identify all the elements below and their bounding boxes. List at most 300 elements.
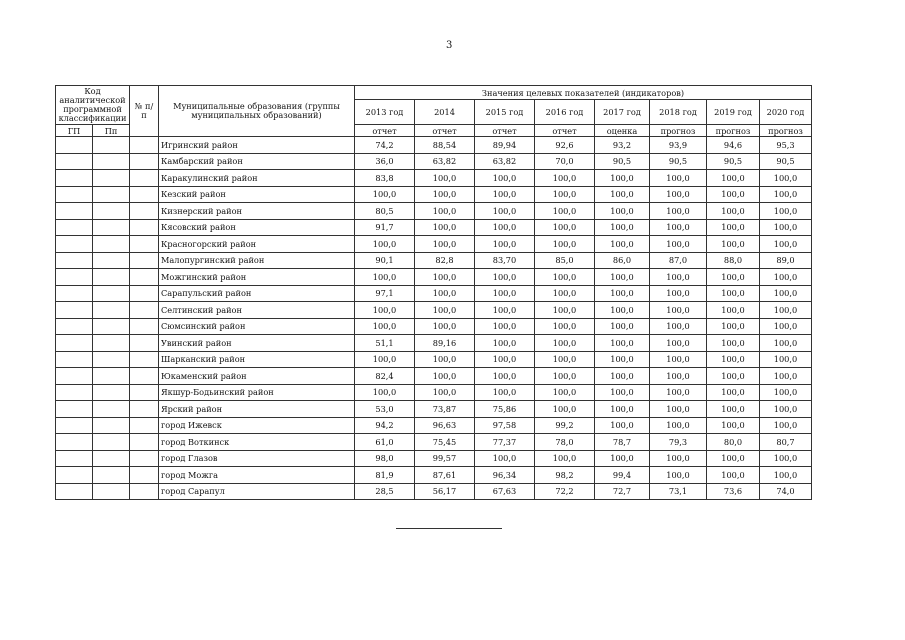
municipality-name: Камбарский район bbox=[159, 153, 355, 170]
indicator-value: 100,0 bbox=[650, 450, 707, 467]
indicator-value: 56,17 bbox=[415, 483, 475, 500]
indicator-value: 100,0 bbox=[595, 285, 650, 302]
indicator-value: 100,0 bbox=[595, 170, 650, 187]
indicator-value: 100,0 bbox=[595, 302, 650, 319]
gp-cell bbox=[56, 417, 93, 434]
indicator-value: 100,0 bbox=[760, 467, 812, 484]
code-header: Код аналитической программной классификации bbox=[56, 86, 130, 125]
indicator-value: 100,0 bbox=[595, 269, 650, 286]
gp-cell bbox=[56, 203, 93, 220]
indicator-value: 100,0 bbox=[650, 417, 707, 434]
gp-cell bbox=[56, 170, 93, 187]
num-cell bbox=[130, 483, 159, 500]
indicator-value: 100,0 bbox=[475, 285, 535, 302]
gp-cell bbox=[56, 384, 93, 401]
footer-divider bbox=[396, 528, 502, 529]
table-row bbox=[56, 203, 812, 220]
indicator-value: 100,0 bbox=[707, 368, 760, 385]
indicator-value: 100,0 bbox=[355, 384, 415, 401]
indicator-value: 100,0 bbox=[650, 285, 707, 302]
table-row bbox=[56, 137, 812, 154]
table-row bbox=[56, 302, 812, 319]
table-row bbox=[56, 219, 812, 236]
gp-cell bbox=[56, 483, 93, 500]
indicator-value: 78,7 bbox=[595, 434, 650, 451]
table-body bbox=[56, 137, 812, 500]
indicator-value: 100,0 bbox=[595, 401, 650, 418]
municipality-name: Кясовский район bbox=[159, 219, 355, 236]
table-row bbox=[56, 269, 812, 286]
mo-header: Муниципальные образования (группы муниципальных образований) bbox=[159, 86, 355, 137]
year-header: 2015 год bbox=[475, 100, 535, 125]
gp-cell bbox=[56, 318, 93, 335]
table-row bbox=[56, 450, 812, 467]
indicator-value: 100,0 bbox=[760, 384, 812, 401]
table-row bbox=[56, 417, 812, 434]
indicator-value: 100,0 bbox=[650, 384, 707, 401]
num-cell bbox=[130, 450, 159, 467]
indicator-value: 100,0 bbox=[475, 236, 535, 253]
indicator-value: 100,0 bbox=[535, 335, 595, 352]
municipality-name: Ярский район bbox=[159, 401, 355, 418]
indicator-value: 100,0 bbox=[475, 368, 535, 385]
indicator-value: 73,6 bbox=[707, 483, 760, 500]
indicator-value: 100,0 bbox=[650, 302, 707, 319]
indicator-value: 100,0 bbox=[475, 318, 535, 335]
indicator-value: 100,0 bbox=[760, 450, 812, 467]
pp-cell bbox=[93, 219, 130, 236]
indicator-value: 93,9 bbox=[650, 137, 707, 154]
table-row bbox=[56, 483, 812, 500]
num-cell bbox=[130, 434, 159, 451]
num-cell bbox=[130, 285, 159, 302]
indicator-value: 100,0 bbox=[707, 318, 760, 335]
indicator-value: 100,0 bbox=[595, 335, 650, 352]
municipality-name: Игринский район bbox=[159, 137, 355, 154]
indicator-value: 100,0 bbox=[535, 368, 595, 385]
municipality-name: Увинский район bbox=[159, 335, 355, 352]
table-row bbox=[56, 285, 812, 302]
header-row-1 bbox=[56, 86, 812, 100]
indicator-value: 99,2 bbox=[535, 417, 595, 434]
indicator-value: 100,0 bbox=[760, 302, 812, 319]
indicator-value: 100,0 bbox=[355, 236, 415, 253]
indicator-value: 100,0 bbox=[595, 351, 650, 368]
gp-cell bbox=[56, 236, 93, 253]
indicator-value: 88,54 bbox=[415, 137, 475, 154]
indicator-value: 100,0 bbox=[650, 269, 707, 286]
indicator-value: 100,0 bbox=[707, 467, 760, 484]
indicator-value: 100,0 bbox=[650, 467, 707, 484]
indicator-value: 100,0 bbox=[707, 351, 760, 368]
pp-cell bbox=[93, 153, 130, 170]
indicator-value: 82,8 bbox=[415, 252, 475, 269]
indicator-value: 90,5 bbox=[595, 153, 650, 170]
indicator-value: 100,0 bbox=[475, 203, 535, 220]
indicator-value: 100,0 bbox=[595, 368, 650, 385]
indicator-value: 53,0 bbox=[355, 401, 415, 418]
indicator-value: 100,0 bbox=[760, 186, 812, 203]
indicator-value: 100,0 bbox=[535, 351, 595, 368]
indicator-value: 100,0 bbox=[475, 351, 535, 368]
table-row bbox=[56, 368, 812, 385]
table-row bbox=[56, 236, 812, 253]
indicator-value: 99,57 bbox=[415, 450, 475, 467]
indicator-value: 89,94 bbox=[475, 137, 535, 154]
indicator-value: 93,2 bbox=[595, 137, 650, 154]
indicator-value: 98,2 bbox=[535, 467, 595, 484]
municipality-name: Красногорский район bbox=[159, 236, 355, 253]
indicator-value: 100,0 bbox=[415, 236, 475, 253]
indicator-value: 100,0 bbox=[650, 351, 707, 368]
pp-cell bbox=[93, 368, 130, 385]
value-type-header: отчет bbox=[355, 125, 415, 137]
indicator-value: 90,5 bbox=[650, 153, 707, 170]
table-row bbox=[56, 467, 812, 484]
year-header: 2018 год bbox=[650, 100, 707, 125]
indicator-value: 100,0 bbox=[650, 236, 707, 253]
gp-cell bbox=[56, 450, 93, 467]
indicator-value: 96,34 bbox=[475, 467, 535, 484]
indicator-value: 100,0 bbox=[535, 186, 595, 203]
pp-cell bbox=[93, 434, 130, 451]
gp-cell bbox=[56, 351, 93, 368]
indicator-value: 100,0 bbox=[650, 368, 707, 385]
table-row bbox=[56, 186, 812, 203]
indicator-value: 96,63 bbox=[415, 417, 475, 434]
pp-header: Пп bbox=[93, 125, 130, 137]
municipality-name: Шарканский район bbox=[159, 351, 355, 368]
indicator-value: 100,0 bbox=[650, 203, 707, 220]
indicator-value: 90,5 bbox=[760, 153, 812, 170]
indicator-value: 81,9 bbox=[355, 467, 415, 484]
pp-cell bbox=[93, 236, 130, 253]
indicator-value: 100,0 bbox=[535, 384, 595, 401]
indicator-value: 100,0 bbox=[707, 335, 760, 352]
num-cell bbox=[130, 318, 159, 335]
municipality-name: Юкаменский район bbox=[159, 368, 355, 385]
indicator-value: 100,0 bbox=[535, 285, 595, 302]
indicator-value: 100,0 bbox=[760, 417, 812, 434]
indicator-value: 100,0 bbox=[760, 269, 812, 286]
num-cell bbox=[130, 219, 159, 236]
indicator-value: 63,82 bbox=[475, 153, 535, 170]
pp-cell bbox=[93, 269, 130, 286]
num-cell bbox=[130, 269, 159, 286]
indicator-value: 95,3 bbox=[760, 137, 812, 154]
pp-cell bbox=[93, 318, 130, 335]
indicator-value: 100,0 bbox=[475, 384, 535, 401]
indicator-value: 100,0 bbox=[415, 285, 475, 302]
year-header: 2013 год bbox=[355, 100, 415, 125]
indicator-value: 100,0 bbox=[707, 384, 760, 401]
indicator-value: 100,0 bbox=[535, 236, 595, 253]
indicator-value: 100,0 bbox=[415, 219, 475, 236]
gp-cell bbox=[56, 467, 93, 484]
num-cell bbox=[130, 368, 159, 385]
indicator-value: 100,0 bbox=[595, 318, 650, 335]
indicator-value: 100,0 bbox=[760, 203, 812, 220]
indicator-value: 100,0 bbox=[707, 450, 760, 467]
indicator-value: 92,6 bbox=[535, 137, 595, 154]
num-cell bbox=[130, 335, 159, 352]
indicator-value: 90,1 bbox=[355, 252, 415, 269]
municipality-name: город Сарапул bbox=[159, 483, 355, 500]
values-header: Значения целевых показателей (индикаторов) bbox=[355, 86, 812, 100]
indicator-value: 72,2 bbox=[535, 483, 595, 500]
num-cell bbox=[130, 252, 159, 269]
indicator-value: 100,0 bbox=[650, 335, 707, 352]
pp-cell bbox=[93, 351, 130, 368]
indicator-value: 100,0 bbox=[535, 269, 595, 286]
indicator-value: 87,61 bbox=[415, 467, 475, 484]
pp-cell bbox=[93, 203, 130, 220]
indicator-value: 100,0 bbox=[415, 368, 475, 385]
pp-cell bbox=[93, 170, 130, 187]
municipality-name: Каракулинский район bbox=[159, 170, 355, 187]
year-header: 2014 bbox=[415, 100, 475, 125]
indicator-value: 100,0 bbox=[415, 203, 475, 220]
indicator-value: 80,7 bbox=[760, 434, 812, 451]
year-header: 2017 год bbox=[595, 100, 650, 125]
indicator-value: 100,0 bbox=[760, 401, 812, 418]
municipality-name: город Можга bbox=[159, 467, 355, 484]
table-row bbox=[56, 252, 812, 269]
municipality-name: Можгинский район bbox=[159, 269, 355, 286]
indicator-value: 89,0 bbox=[760, 252, 812, 269]
gp-cell bbox=[56, 285, 93, 302]
indicator-value: 74,0 bbox=[760, 483, 812, 500]
indicator-value: 100,0 bbox=[475, 219, 535, 236]
num-header: № п/п bbox=[130, 86, 159, 137]
table-row bbox=[56, 170, 812, 187]
indicator-value: 74,2 bbox=[355, 137, 415, 154]
indicator-value: 28,5 bbox=[355, 483, 415, 500]
pp-cell bbox=[93, 384, 130, 401]
table-row bbox=[56, 335, 812, 352]
num-cell bbox=[130, 351, 159, 368]
municipality-name: Кизнерский район bbox=[159, 203, 355, 220]
num-cell bbox=[130, 401, 159, 418]
indicator-value: 100,0 bbox=[535, 450, 595, 467]
value-type-header: отчет bbox=[475, 125, 535, 137]
indicator-value: 100,0 bbox=[475, 186, 535, 203]
indicator-value: 100,0 bbox=[595, 236, 650, 253]
pp-cell bbox=[93, 483, 130, 500]
gp-cell bbox=[56, 368, 93, 385]
pp-cell bbox=[93, 285, 130, 302]
year-header: 2016 год bbox=[535, 100, 595, 125]
indicator-value: 100,0 bbox=[595, 203, 650, 220]
indicator-value: 100,0 bbox=[650, 318, 707, 335]
indicator-value: 100,0 bbox=[707, 236, 760, 253]
indicator-value: 100,0 bbox=[707, 170, 760, 187]
indicators-table bbox=[55, 85, 812, 500]
indicator-value: 51,1 bbox=[355, 335, 415, 352]
indicator-value: 77,37 bbox=[475, 434, 535, 451]
gp-cell bbox=[56, 153, 93, 170]
gp-header: ГП bbox=[56, 125, 93, 137]
gp-cell bbox=[56, 401, 93, 418]
gp-cell bbox=[56, 434, 93, 451]
indicator-value: 94,2 bbox=[355, 417, 415, 434]
indicator-value: 100,0 bbox=[707, 203, 760, 220]
indicator-value: 75,45 bbox=[415, 434, 475, 451]
indicator-value: 100,0 bbox=[760, 351, 812, 368]
indicator-value: 100,0 bbox=[355, 318, 415, 335]
indicator-value: 100,0 bbox=[415, 170, 475, 187]
indicator-value: 100,0 bbox=[650, 219, 707, 236]
municipality-name: Кезский район bbox=[159, 186, 355, 203]
page-number: 3 bbox=[446, 40, 453, 51]
value-type-header: прогноз bbox=[650, 125, 707, 137]
indicator-value: 80,5 bbox=[355, 203, 415, 220]
indicator-value: 72,7 bbox=[595, 483, 650, 500]
indicator-value: 85,0 bbox=[535, 252, 595, 269]
pp-cell bbox=[93, 252, 130, 269]
table-row bbox=[56, 351, 812, 368]
indicator-value: 83,8 bbox=[355, 170, 415, 187]
year-header: 2020 год bbox=[760, 100, 812, 125]
pp-cell bbox=[93, 302, 130, 319]
indicator-value: 97,58 bbox=[475, 417, 535, 434]
num-cell bbox=[130, 153, 159, 170]
indicator-value: 86,0 bbox=[595, 252, 650, 269]
indicator-value: 98,0 bbox=[355, 450, 415, 467]
num-cell bbox=[130, 467, 159, 484]
num-cell bbox=[130, 186, 159, 203]
indicator-value: 100,0 bbox=[535, 219, 595, 236]
indicator-value: 100,0 bbox=[650, 170, 707, 187]
indicator-value: 100,0 bbox=[355, 351, 415, 368]
indicator-value: 100,0 bbox=[707, 302, 760, 319]
indicator-value: 100,0 bbox=[475, 335, 535, 352]
municipality-name: город Глазов bbox=[159, 450, 355, 467]
indicator-value: 100,0 bbox=[415, 302, 475, 319]
pp-cell bbox=[93, 450, 130, 467]
indicator-value: 75,86 bbox=[475, 401, 535, 418]
indicator-value: 88,0 bbox=[707, 252, 760, 269]
indicator-value: 100,0 bbox=[415, 186, 475, 203]
indicator-value: 99,4 bbox=[595, 467, 650, 484]
indicator-value: 79,3 bbox=[650, 434, 707, 451]
indicator-value: 100,0 bbox=[707, 219, 760, 236]
municipality-name: Селтинский район bbox=[159, 302, 355, 319]
value-type-header: прогноз bbox=[760, 125, 812, 137]
indicator-value: 100,0 bbox=[535, 203, 595, 220]
indicator-value: 100,0 bbox=[415, 269, 475, 286]
indicator-value: 100,0 bbox=[355, 302, 415, 319]
indicator-value: 100,0 bbox=[707, 269, 760, 286]
gp-cell bbox=[56, 269, 93, 286]
num-cell bbox=[130, 417, 159, 434]
value-type-header: отчет bbox=[535, 125, 595, 137]
num-cell bbox=[130, 384, 159, 401]
indicator-value: 97,1 bbox=[355, 285, 415, 302]
indicator-value: 100,0 bbox=[535, 401, 595, 418]
num-cell bbox=[130, 170, 159, 187]
indicator-value: 100,0 bbox=[535, 170, 595, 187]
indicator-value: 87,0 bbox=[650, 252, 707, 269]
num-cell bbox=[130, 137, 159, 154]
indicator-value: 100,0 bbox=[595, 219, 650, 236]
gp-cell bbox=[56, 335, 93, 352]
indicator-value: 100,0 bbox=[760, 335, 812, 352]
table-row bbox=[56, 318, 812, 335]
gp-cell bbox=[56, 252, 93, 269]
indicator-value: 80,0 bbox=[707, 434, 760, 451]
indicator-value: 100,0 bbox=[595, 186, 650, 203]
value-type-header: прогноз bbox=[707, 125, 760, 137]
indicator-value: 100,0 bbox=[760, 219, 812, 236]
indicator-value: 73,1 bbox=[650, 483, 707, 500]
indicator-value: 83,70 bbox=[475, 252, 535, 269]
pp-cell bbox=[93, 417, 130, 434]
municipality-name: Сарапульский район bbox=[159, 285, 355, 302]
indicator-value: 100,0 bbox=[355, 269, 415, 286]
municipality-name: город Воткинск bbox=[159, 434, 355, 451]
indicator-value: 100,0 bbox=[595, 450, 650, 467]
gp-cell bbox=[56, 219, 93, 236]
pp-cell bbox=[93, 186, 130, 203]
table-row bbox=[56, 401, 812, 418]
value-type-header: отчет bbox=[415, 125, 475, 137]
municipality-name: Малопургинский район bbox=[159, 252, 355, 269]
indicator-value: 100,0 bbox=[760, 368, 812, 385]
indicator-value: 63,82 bbox=[415, 153, 475, 170]
pp-cell bbox=[93, 467, 130, 484]
table-row bbox=[56, 384, 812, 401]
table-row bbox=[56, 434, 812, 451]
indicator-value: 100,0 bbox=[760, 318, 812, 335]
indicator-value: 100,0 bbox=[595, 384, 650, 401]
indicator-value: 100,0 bbox=[415, 384, 475, 401]
indicator-value: 100,0 bbox=[650, 186, 707, 203]
indicator-value: 100,0 bbox=[707, 285, 760, 302]
indicator-value: 36,0 bbox=[355, 153, 415, 170]
indicator-value: 100,0 bbox=[535, 302, 595, 319]
num-cell bbox=[130, 203, 159, 220]
indicator-value: 100,0 bbox=[707, 401, 760, 418]
indicator-value: 90,5 bbox=[707, 153, 760, 170]
indicator-value: 100,0 bbox=[595, 417, 650, 434]
indicator-value: 91,7 bbox=[355, 219, 415, 236]
gp-cell bbox=[56, 137, 93, 154]
indicator-value: 100,0 bbox=[475, 450, 535, 467]
year-header: 2019 год bbox=[707, 100, 760, 125]
indicator-value: 100,0 bbox=[760, 285, 812, 302]
value-type-header: оценка bbox=[595, 125, 650, 137]
pp-cell bbox=[93, 137, 130, 154]
indicator-value: 61,0 bbox=[355, 434, 415, 451]
gp-cell bbox=[56, 186, 93, 203]
municipality-name: Якшур-Бодьинский район bbox=[159, 384, 355, 401]
indicator-value: 73,87 bbox=[415, 401, 475, 418]
municipality-name: город Ижевск bbox=[159, 417, 355, 434]
indicator-value: 100,0 bbox=[707, 417, 760, 434]
indicator-value: 82,4 bbox=[355, 368, 415, 385]
indicator-value: 100,0 bbox=[475, 302, 535, 319]
indicator-value: 100,0 bbox=[760, 236, 812, 253]
indicator-value: 70,0 bbox=[535, 153, 595, 170]
num-cell bbox=[130, 302, 159, 319]
gp-cell bbox=[56, 302, 93, 319]
pp-cell bbox=[93, 401, 130, 418]
indicator-value: 100,0 bbox=[415, 351, 475, 368]
indicator-value: 100,0 bbox=[760, 170, 812, 187]
pp-cell bbox=[93, 335, 130, 352]
indicator-value: 100,0 bbox=[415, 318, 475, 335]
